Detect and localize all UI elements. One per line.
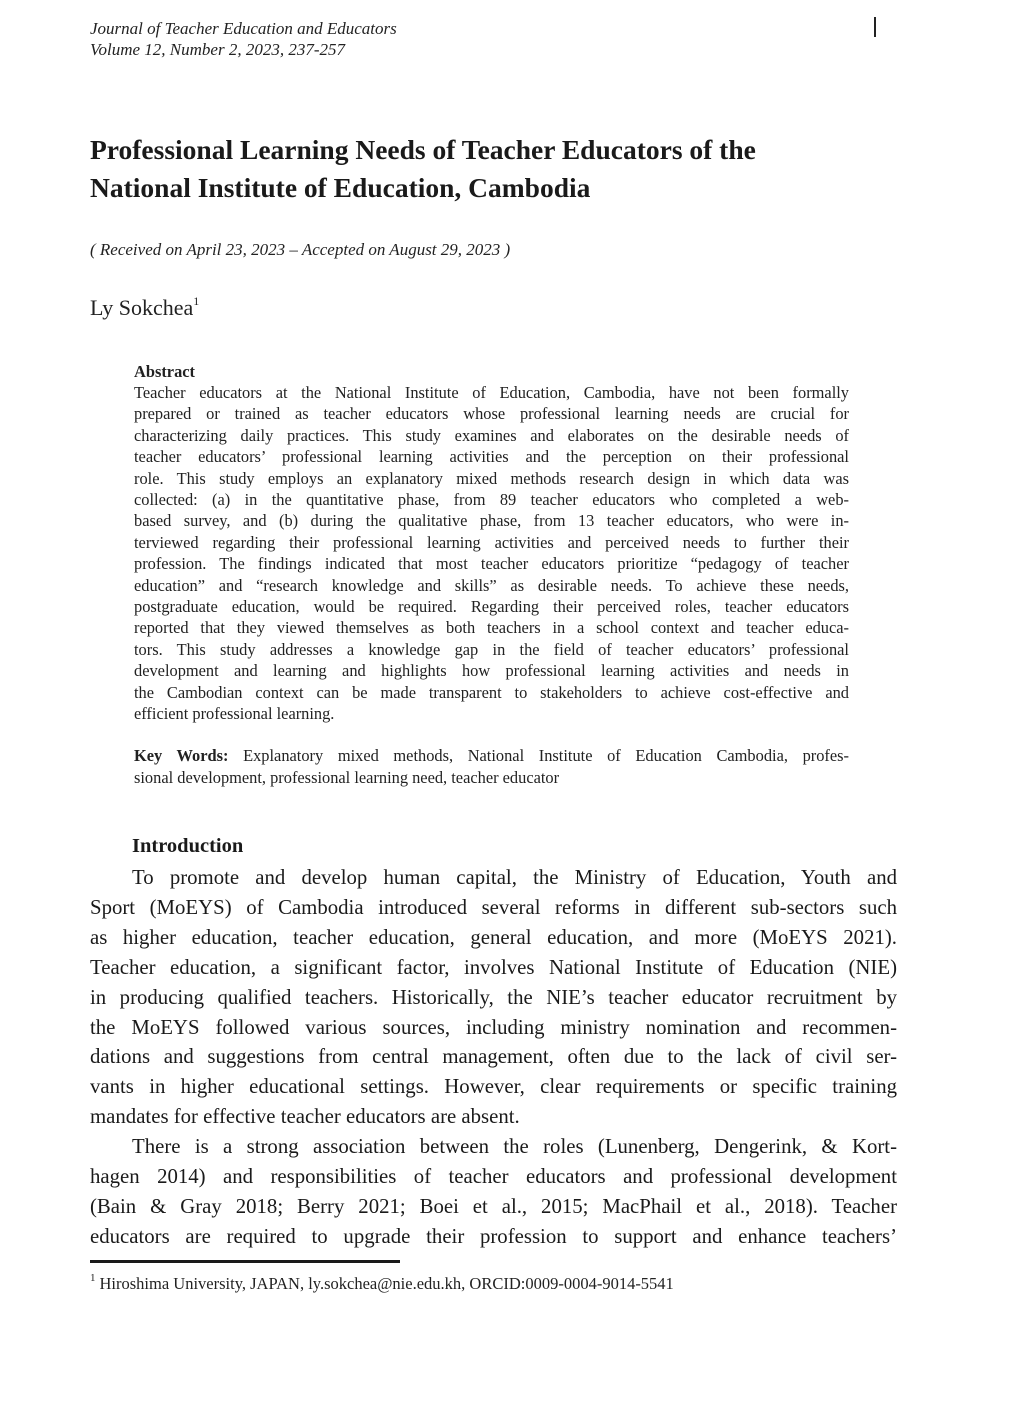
body-line: There is a strong association between the roles (Lunenberg, Dengerink, & Kort- (132, 1135, 897, 1159)
journal-issue: Volume 12, Number 2, 2023, 237-257 (90, 40, 345, 59)
body-line: educators are required to upgrade their profession to support and enhance teachers’ (90, 1224, 897, 1248)
author-footnote-mark[interactable]: 1 (193, 294, 200, 308)
received-accepted-dates: ( Received on April 23, 2023 – Accepted on August 29, 2023 ) (90, 240, 511, 259)
body-line: vants in higher educational settings. However, clear requirements or specific training (90, 1075, 897, 1099)
footnote-separator (90, 1260, 400, 1263)
abstract-section (134, 361, 849, 725)
abstract-line: Teacher educators at the National Institute of Education, Cambodia, have not been formally (134, 383, 849, 402)
body-line: the MoEYS followed various sources, including ministry nomination and recommen- (90, 1015, 897, 1039)
abstract-line: tors. This study addresses a knowledge gap in the field of teacher educators’ professional (134, 639, 849, 659)
header-margin-mark (874, 17, 876, 37)
keywords-text: Explanatory mixed methods, National Institute of Education Cambodia, profes- (228, 746, 849, 765)
paragraph (90, 1132, 897, 1252)
body-line: in producing qualified teachers. Historically, the NIE’s teacher educator recruitment by (90, 985, 897, 1009)
paragraph (90, 863, 897, 1132)
keywords-line (134, 745, 849, 767)
abstract-line: profession. The findings indicated that most teacher educators prioritize “pedagogy of teacher (134, 554, 849, 574)
body-line: mandates for effective teacher educators are absent. (90, 1105, 520, 1129)
body-line: dations and suggestions from central management, often due to the lack of civil ser- (90, 1045, 897, 1069)
abstract-line: characterizing daily practices. This study examines and elaborates on the desirable needs of (134, 425, 849, 445)
abstract-line: prepared or trained as teacher educators whose professional learning needs are crucial for (134, 404, 849, 424)
abstract-line: collected: (a) in the quantitative phase, from 89 teacher educators who completed a web- (134, 490, 849, 510)
journal-name: Journal of Teacher Education and Educators (90, 19, 397, 38)
body-line: Teacher education, a significant factor, involves National Institute of Education (NIE) (90, 955, 897, 979)
introduction-heading: Introduction (132, 835, 244, 857)
abstract-line: postgraduate education, would be required. Regarding their perceived roles, teacher educators (134, 597, 849, 617)
footnote (90, 1274, 674, 1294)
title-line: Professional Learning Needs of Teacher Educators of the (90, 134, 756, 165)
abstract-line: role. This study employs an explanatory mixed methods research design in which data was (134, 468, 849, 488)
keywords-label: Key Words: (134, 746, 229, 765)
body-line: To promote and develop human capital, the Ministry of Education, Youth and (132, 866, 897, 889)
abstract-line: development and learning and highlights how professional learning activities and needs in (134, 661, 849, 681)
abstract-line: efficient professional learning. (134, 704, 335, 724)
abstract-line: based survey, and (b) during the qualitative phase, from 13 teacher educators, who were in- (134, 511, 849, 531)
footnote-mark: 1 (90, 1272, 96, 1284)
introduction-body (90, 863, 897, 1252)
body-line: hagen 2014) and responsibilities of teacher educators and professional development (90, 1165, 897, 1189)
article-title (90, 131, 890, 207)
footnote-text: Hiroshima University, JAPAN, ly.sokchea@nie.edu.kh, ORCID:0009-0004-9014-5541 (99, 1274, 674, 1293)
abstract-line: education” and “research knowledge and skills” as desirable needs. To achieve these needs, (134, 575, 849, 595)
abstract-heading: Abstract (134, 362, 195, 381)
body-line: Sport (MoEYS) of Cambodia introduced several reforms in different sub-sectors such (90, 895, 897, 919)
author-name-text: Ly Sokchea (90, 295, 194, 320)
author-name (90, 295, 199, 321)
journal-header (90, 18, 397, 60)
keywords-section (134, 745, 849, 789)
keywords-line: sional development, professional learning need, teacher educator (134, 768, 560, 787)
title-line: National Institute of Education, Cambodia (90, 172, 591, 203)
abstract-line: teacher educators’ professional learning activities and the perception on their professional (134, 447, 849, 467)
abstract-line: the Cambodian context can be made transparent to stakeholders to achieve cost-effective and (134, 682, 849, 702)
abstract-line: terviewed regarding their professional learning activities and perceived needs to further their (134, 532, 849, 552)
body-line: as higher education, teacher education, general education, and more (MoEYS 2021). (90, 925, 897, 949)
body-line: (Bain & Gray 2018; Berry 2021; Boei et al., 2015; MacPhail et al., 2018). Teacher (90, 1194, 897, 1218)
abstract-line: reported that they viewed themselves as both teachers in a school context and teacher educa- (134, 618, 849, 638)
